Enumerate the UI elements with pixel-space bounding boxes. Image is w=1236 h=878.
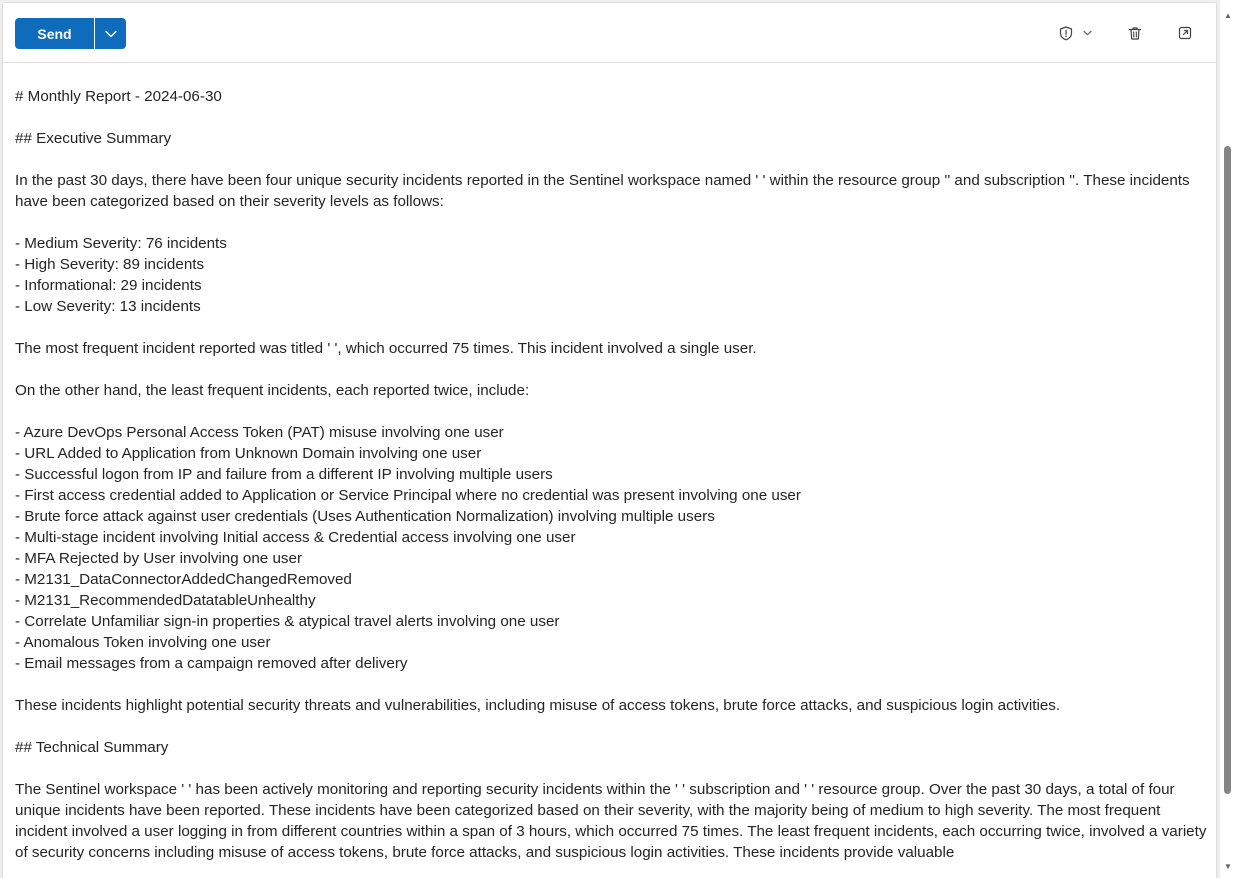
- body-line: - Low Severity: 13 incidents: [15, 298, 201, 315]
- body-line: - MFA Rejected by User involving one user: [15, 550, 303, 567]
- body-line: [15, 758, 1207, 779]
- send-options-button[interactable]: [95, 18, 126, 49]
- body-line: - Anomalous Token involving one user: [15, 634, 271, 651]
- body-line: The Sentinel workspace ' ' has been actively monitoring and reporting security incidents within the ' ' subscription and ' ' resource group. Over the past 30 days, a total of four unique incidents have been reported. These incidents have been categorized based on their severity, with the majority being of medium to high severity. The most frequent incident involved a user logging in from different countries within a span of 3 hours, which occurred 75 times. The least frequent incidents, each occurring twice, involved a variety of security concerns including misuse of access tokens, brute force attacks, and suspicious login activities. These incidents provide valuable: [15, 781, 1211, 861]
- body-line: - M2131_DataConnectorAddedChangedRemoved: [15, 571, 352, 588]
- body-line: # Monthly Report - 2024-06-30: [15, 88, 222, 105]
- popout-icon: [1178, 26, 1192, 40]
- message-body[interactable]: [15, 86, 1211, 863]
- body-line: [15, 359, 1207, 380]
- send-button[interactable]: Send: [15, 18, 94, 49]
- send-divider: [94, 18, 95, 49]
- body-line: - Medium Severity: 76 incidents: [15, 235, 227, 252]
- body-line: - Email messages from a campaign removed after delivery: [15, 655, 408, 672]
- body-line: - Multi-stage incident involving Initial access & Credential access involving one user: [15, 529, 576, 546]
- scroll-up-arrow[interactable]: ▲: [1224, 10, 1232, 20]
- compose-window: [3, 3, 1216, 878]
- body-line: - M2131_RecommendedDatatableUnhealthy: [15, 592, 316, 609]
- body-line: - Correlate Unfamiliar sign-in properties & atypical travel alerts involving one user: [15, 613, 560, 630]
- body-line: [15, 401, 1207, 422]
- body-line: - Brute force attack against user credentials (Uses Authentication Normalization) involving multiple users: [15, 508, 715, 525]
- body-line: - Informational: 29 incidents: [15, 277, 202, 294]
- body-line: These incidents highlight potential security threats and vulnerabilities, including misuse of access tokens, brute force attacks, and suspicious login activities.: [15, 697, 1061, 714]
- send-button-group: [15, 18, 126, 49]
- body-line: - First access credential added to Application or Service Principal where no credential was present involving one user: [15, 487, 801, 504]
- body-line: The most frequent incident reported was titled ' ', which occurred 75 times. This incident involved a single user.: [15, 340, 757, 357]
- body-line: In the past 30 days, there have been four unique security incidents reported in the Sentinel workspace named ' ' within the resource group '' and subscription ''. These incidents have been categorized based on their severity levels as follows:: [15, 172, 1194, 210]
- sensitivity-dropdown-button[interactable]: [1081, 24, 1093, 42]
- body-line: - Azure DevOps Personal Access Token (PAT) misuse involving one user: [15, 424, 504, 441]
- body-line: [15, 317, 1207, 338]
- trash-icon: [1128, 26, 1142, 41]
- chevron-down-icon: [1083, 30, 1092, 36]
- body-line: [15, 149, 1207, 170]
- vertical-scrollbar[interactable]: [1220, 0, 1236, 878]
- scroll-down-arrow[interactable]: ▼: [1224, 861, 1232, 871]
- discard-button[interactable]: [1126, 24, 1144, 42]
- scroll-thumb[interactable]: [1224, 146, 1231, 794]
- body-line: On the other hand, the least frequent incidents, each reported twice, include:: [15, 382, 530, 399]
- body-line: ## Technical Summary: [15, 739, 169, 756]
- body-line: ## Executive Summary: [15, 130, 172, 147]
- sensitivity-button[interactable]: [1057, 24, 1075, 42]
- body-line: [15, 674, 1207, 695]
- compose-toolbar: [3, 3, 1216, 63]
- shield-icon: [1059, 26, 1073, 41]
- popout-button[interactable]: [1176, 24, 1194, 42]
- body-line: [15, 107, 1207, 128]
- chevron-down-icon: [105, 30, 117, 38]
- body-line: [15, 716, 1207, 737]
- body-line: - URL Added to Application from Unknown Domain involving one user: [15, 445, 482, 462]
- body-line: - Successful logon from IP and failure from a different IP involving multiple users: [15, 466, 553, 483]
- body-line: - High Severity: 89 incidents: [15, 256, 205, 273]
- body-line: [15, 212, 1207, 233]
